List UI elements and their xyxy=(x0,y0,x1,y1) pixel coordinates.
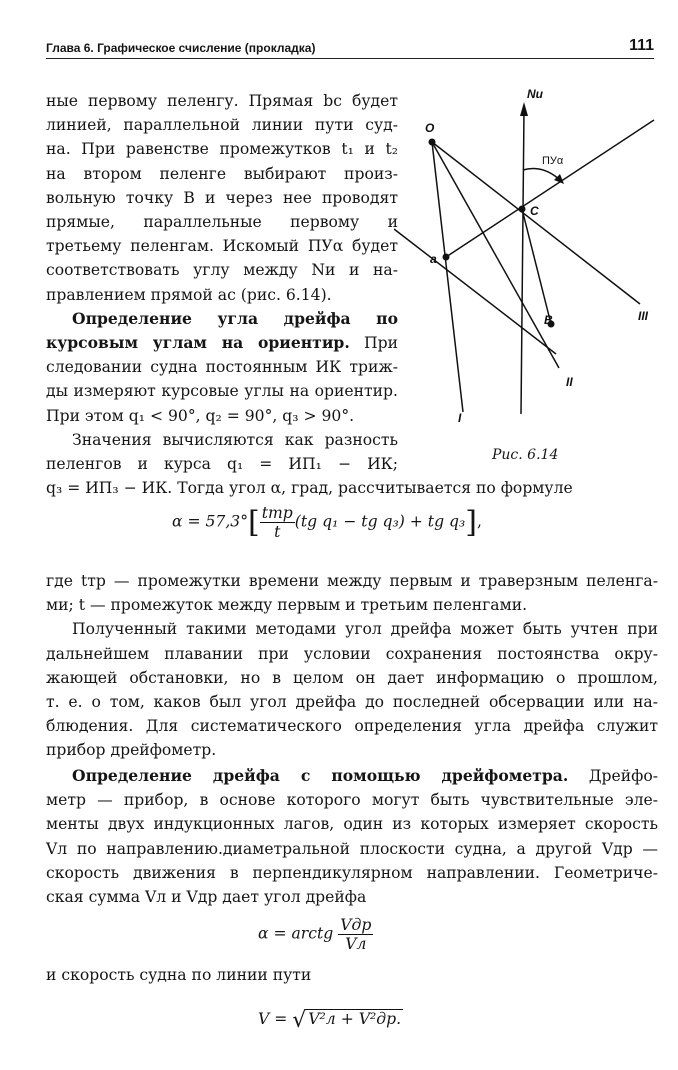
text-line-speed xyxy=(46,963,658,987)
bearing-line-1 xyxy=(432,142,463,412)
text-line: и скорость судна по линии пути xyxy=(46,966,312,984)
text-line-full xyxy=(46,476,658,500)
north-line xyxy=(521,110,524,414)
label-course-angle: ПУα xyxy=(542,155,564,167)
label-line-2: II xyxy=(566,375,573,389)
paragraph-bearing-lines xyxy=(46,89,398,476)
text-line: Vл по направлению.диаметральной плоскости судна, а другой Vдр — xyxy=(46,839,658,858)
text-line xyxy=(46,307,398,331)
text-line: прямые, параллельные первому и xyxy=(46,213,398,232)
text-line: правлением прямой ac (рис. 6.14). xyxy=(46,285,332,304)
text-line: вольную точку B и через нее проводят xyxy=(46,188,398,207)
text-line: Значения вычисляются как разность xyxy=(72,430,398,449)
page-number: 111 xyxy=(629,37,654,54)
text-line: блюдения. Для систематического определения угла дрейфа служит xyxy=(46,717,658,736)
text-line: При этом q₁ < 90°, q₂ = 90°, q₃ > 90°. xyxy=(46,406,355,425)
point-a xyxy=(443,254,450,261)
north-arrow-head xyxy=(520,102,528,116)
text-line: соответствовать углу между Nи и на- xyxy=(46,261,398,280)
text-line: курсовым углам на ориентир. При xyxy=(46,333,398,353)
text-line: линией, параллельной линии пути суд- xyxy=(46,116,398,135)
text-line: на. При равенстве промежутков t₁ и t₂ xyxy=(46,140,398,159)
text-line: Определение дрейфа с помощью дрейфометра. Дрейфо- xyxy=(72,766,658,785)
formula-drift-angle: α = 57,3°[ $\frac{\text{tтр}}{t}$ (tg q₁ − tg q₃) + tg q₃], xyxy=(172,504,482,541)
bearing-diagram xyxy=(394,82,664,424)
label-b: B xyxy=(544,313,553,327)
bearing-line-2 xyxy=(432,142,559,368)
label-line-1: I xyxy=(458,411,462,424)
course-line-ac xyxy=(446,120,654,257)
text-line: q₃ = ИП₃ − ИК. Тогда угол α, град, рассчитывается по формуле xyxy=(46,479,573,497)
section-heading: Определение дрейфа с помощью дрейфометра. xyxy=(72,766,569,785)
formula-arctg: α = arctg $\frac{\text{Vдр}}{Vл}$ xyxy=(258,916,372,953)
text-line: ные первому пеленгу. Прямая bc будет xyxy=(46,92,398,110)
page-header xyxy=(46,33,654,59)
figure-6-14 xyxy=(394,82,664,424)
point-o xyxy=(429,139,436,146)
text-line: ды измеряют курсовые углы на ориентир. xyxy=(46,382,398,401)
text-line: ми; t — промежуток между первым и третьим пеленгами. xyxy=(46,596,528,615)
text-line: на втором пеленге выбирают произ- xyxy=(46,164,398,183)
text-line: пеленгов и курса q₁ = ИП₁ − ИК; xyxy=(46,455,398,474)
label-line-3: III xyxy=(638,309,649,323)
text-line: ская сумма Vл и Vдр дает угол дрейфа xyxy=(46,888,367,907)
text-line: менты двух индукционных лагов, один из которых измеряет скорость xyxy=(46,815,658,834)
figure-caption: Рис. 6.14 xyxy=(492,447,559,463)
text-line: жающей обстановки, но в целом он дает информацию о прошлом, xyxy=(46,668,658,687)
section-heading: Определение угла дрейфа по xyxy=(72,308,398,328)
text-line: третьему пеленгам. Искомый ПУα будет xyxy=(46,237,398,256)
label-o: O xyxy=(425,121,435,135)
label-c: C xyxy=(530,204,539,218)
formula-speed: V = √ V²л + V²др. xyxy=(258,1008,402,1033)
chapter-title: Глава 6. Графическое счисление (прокладка) xyxy=(46,41,316,55)
paragraph-definitions xyxy=(46,569,658,763)
point-c xyxy=(519,206,526,213)
text-line: прибор дрейфометр. xyxy=(46,741,217,760)
parallel-line-i xyxy=(522,209,551,324)
text-line: где tтр — промежутки времени между первым и траверзным пеленга- xyxy=(46,572,658,590)
text-line: т. е. о том, каков был угол дрейфа до последней обсервации или на- xyxy=(46,693,658,712)
label-a: a xyxy=(430,252,437,266)
paragraph-drift-meter xyxy=(46,764,658,909)
text-line: скорость движения в перпендикулярном направлении. Геометриче- xyxy=(46,863,658,882)
header-rule xyxy=(46,58,654,59)
bearing-line-3 xyxy=(432,142,640,304)
text-line: дальнейшем плавании при условии сохранения постоянства окру- xyxy=(46,644,658,663)
section-heading: курсовым углам на ориентир. xyxy=(46,333,350,353)
text-line: следовании судна постоянным ИК триж- xyxy=(46,358,398,377)
label-north: Nи xyxy=(527,87,543,101)
text-line: Полученный такими методами угол дрейфа может быть учтен при xyxy=(72,620,658,639)
text-line: метр — прибор, в основе которого могут быть чувствительные эле- xyxy=(46,791,658,810)
